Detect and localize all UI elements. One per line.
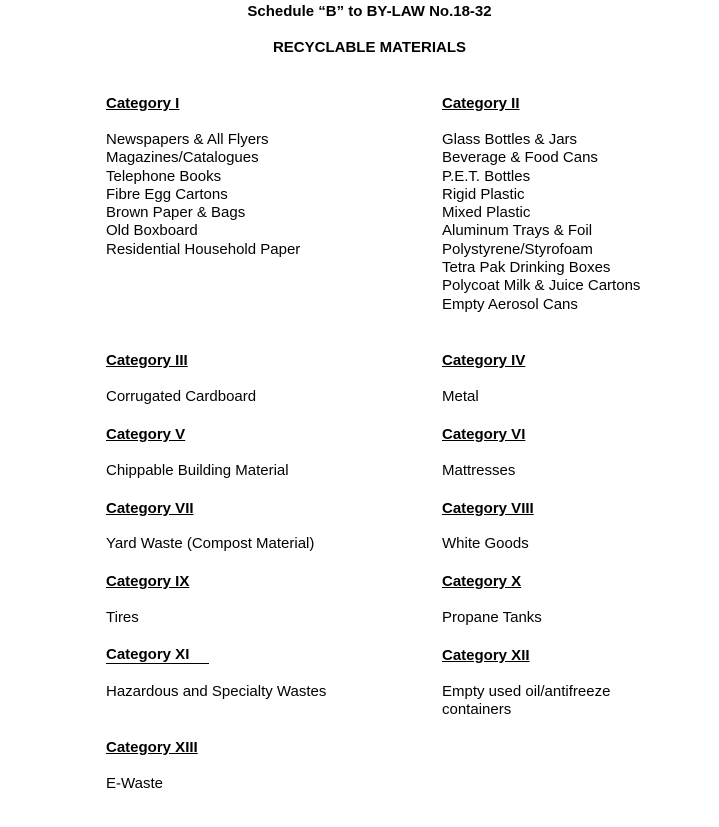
category-item-list xyxy=(442,609,542,627)
category-item: Hazardous and Specialty Wastes xyxy=(106,683,327,700)
category-item-list xyxy=(106,683,326,701)
category-item: P.E.T. Bottles xyxy=(442,167,531,185)
category-item: Yard Waste (Compost Material) xyxy=(106,535,315,552)
category-heading: Category IX xyxy=(106,573,190,590)
category-item-list xyxy=(106,388,256,406)
category-heading: Category XIII xyxy=(106,739,198,756)
category-item: Glass Bottles & Jars xyxy=(442,131,578,148)
category-item: Aluminum Trays & Foil xyxy=(442,222,593,240)
category-heading: Category I xyxy=(106,95,180,112)
category-heading: Category IV xyxy=(442,352,526,369)
category-item: Corrugated Cardboard xyxy=(106,388,257,405)
category-heading: Category II xyxy=(442,95,520,112)
category-item: Magazines/Catalogues xyxy=(106,149,259,167)
document-title: Schedule “B” to BY-LAW No.18-32 xyxy=(247,3,492,20)
category-heading: Category VIII xyxy=(442,500,534,517)
category-item: Brown Paper & Bags xyxy=(106,204,246,222)
category-item: E-Waste xyxy=(106,775,163,792)
category-item-list xyxy=(106,535,314,553)
category-item: Mixed Plastic xyxy=(442,204,531,222)
category-heading: Category V xyxy=(106,426,186,443)
category-item: Beverage & Food Cans xyxy=(442,149,598,167)
category-item: Rigid Plastic xyxy=(442,185,525,203)
category-item: containers xyxy=(442,701,512,719)
category-item-list xyxy=(106,462,289,480)
category-item: Old Boxboard xyxy=(106,222,198,240)
category-item-list xyxy=(442,535,529,553)
category-heading: Category X xyxy=(442,573,522,590)
category-item: Telephone Books xyxy=(106,167,222,185)
category-item: Propane Tanks xyxy=(442,609,542,626)
category-heading: Category III xyxy=(106,352,188,369)
category-item: Chippable Building Material xyxy=(106,462,289,479)
category-item: Residential Household Paper xyxy=(106,240,301,258)
category-item-list xyxy=(442,462,515,480)
category-item-list xyxy=(442,683,610,720)
category-heading: Category XI xyxy=(106,647,209,664)
category-item: Mattresses xyxy=(442,462,516,479)
category-item: Metal xyxy=(442,388,479,405)
category-item: Empty used oil/antifreeze xyxy=(442,683,611,700)
document-subtitle: RECYCLABLE MATERIALS xyxy=(272,39,467,56)
category-item: Tires xyxy=(106,609,139,626)
category-item: Newspapers & All Flyers xyxy=(106,131,269,148)
category-item: Polystyrene/Styrofoam xyxy=(442,240,593,258)
category-item: Polycoat Milk & Juice Cartons xyxy=(442,277,641,295)
category-item: White Goods xyxy=(442,535,529,552)
category-item: Empty Aerosol Cans xyxy=(442,295,578,313)
category-item-list xyxy=(106,131,300,259)
category-item-list xyxy=(442,388,479,406)
category-item: Fibre Egg Cartons xyxy=(106,185,228,203)
category-heading: Category VI xyxy=(442,426,526,443)
category-item-list xyxy=(442,131,640,314)
category-item-list xyxy=(106,609,139,627)
category-heading: Category XII xyxy=(442,647,530,664)
category-item-list xyxy=(106,775,163,793)
category-item: Tetra Pak Drinking Boxes xyxy=(442,259,611,277)
category-heading: Category VII xyxy=(106,500,194,517)
